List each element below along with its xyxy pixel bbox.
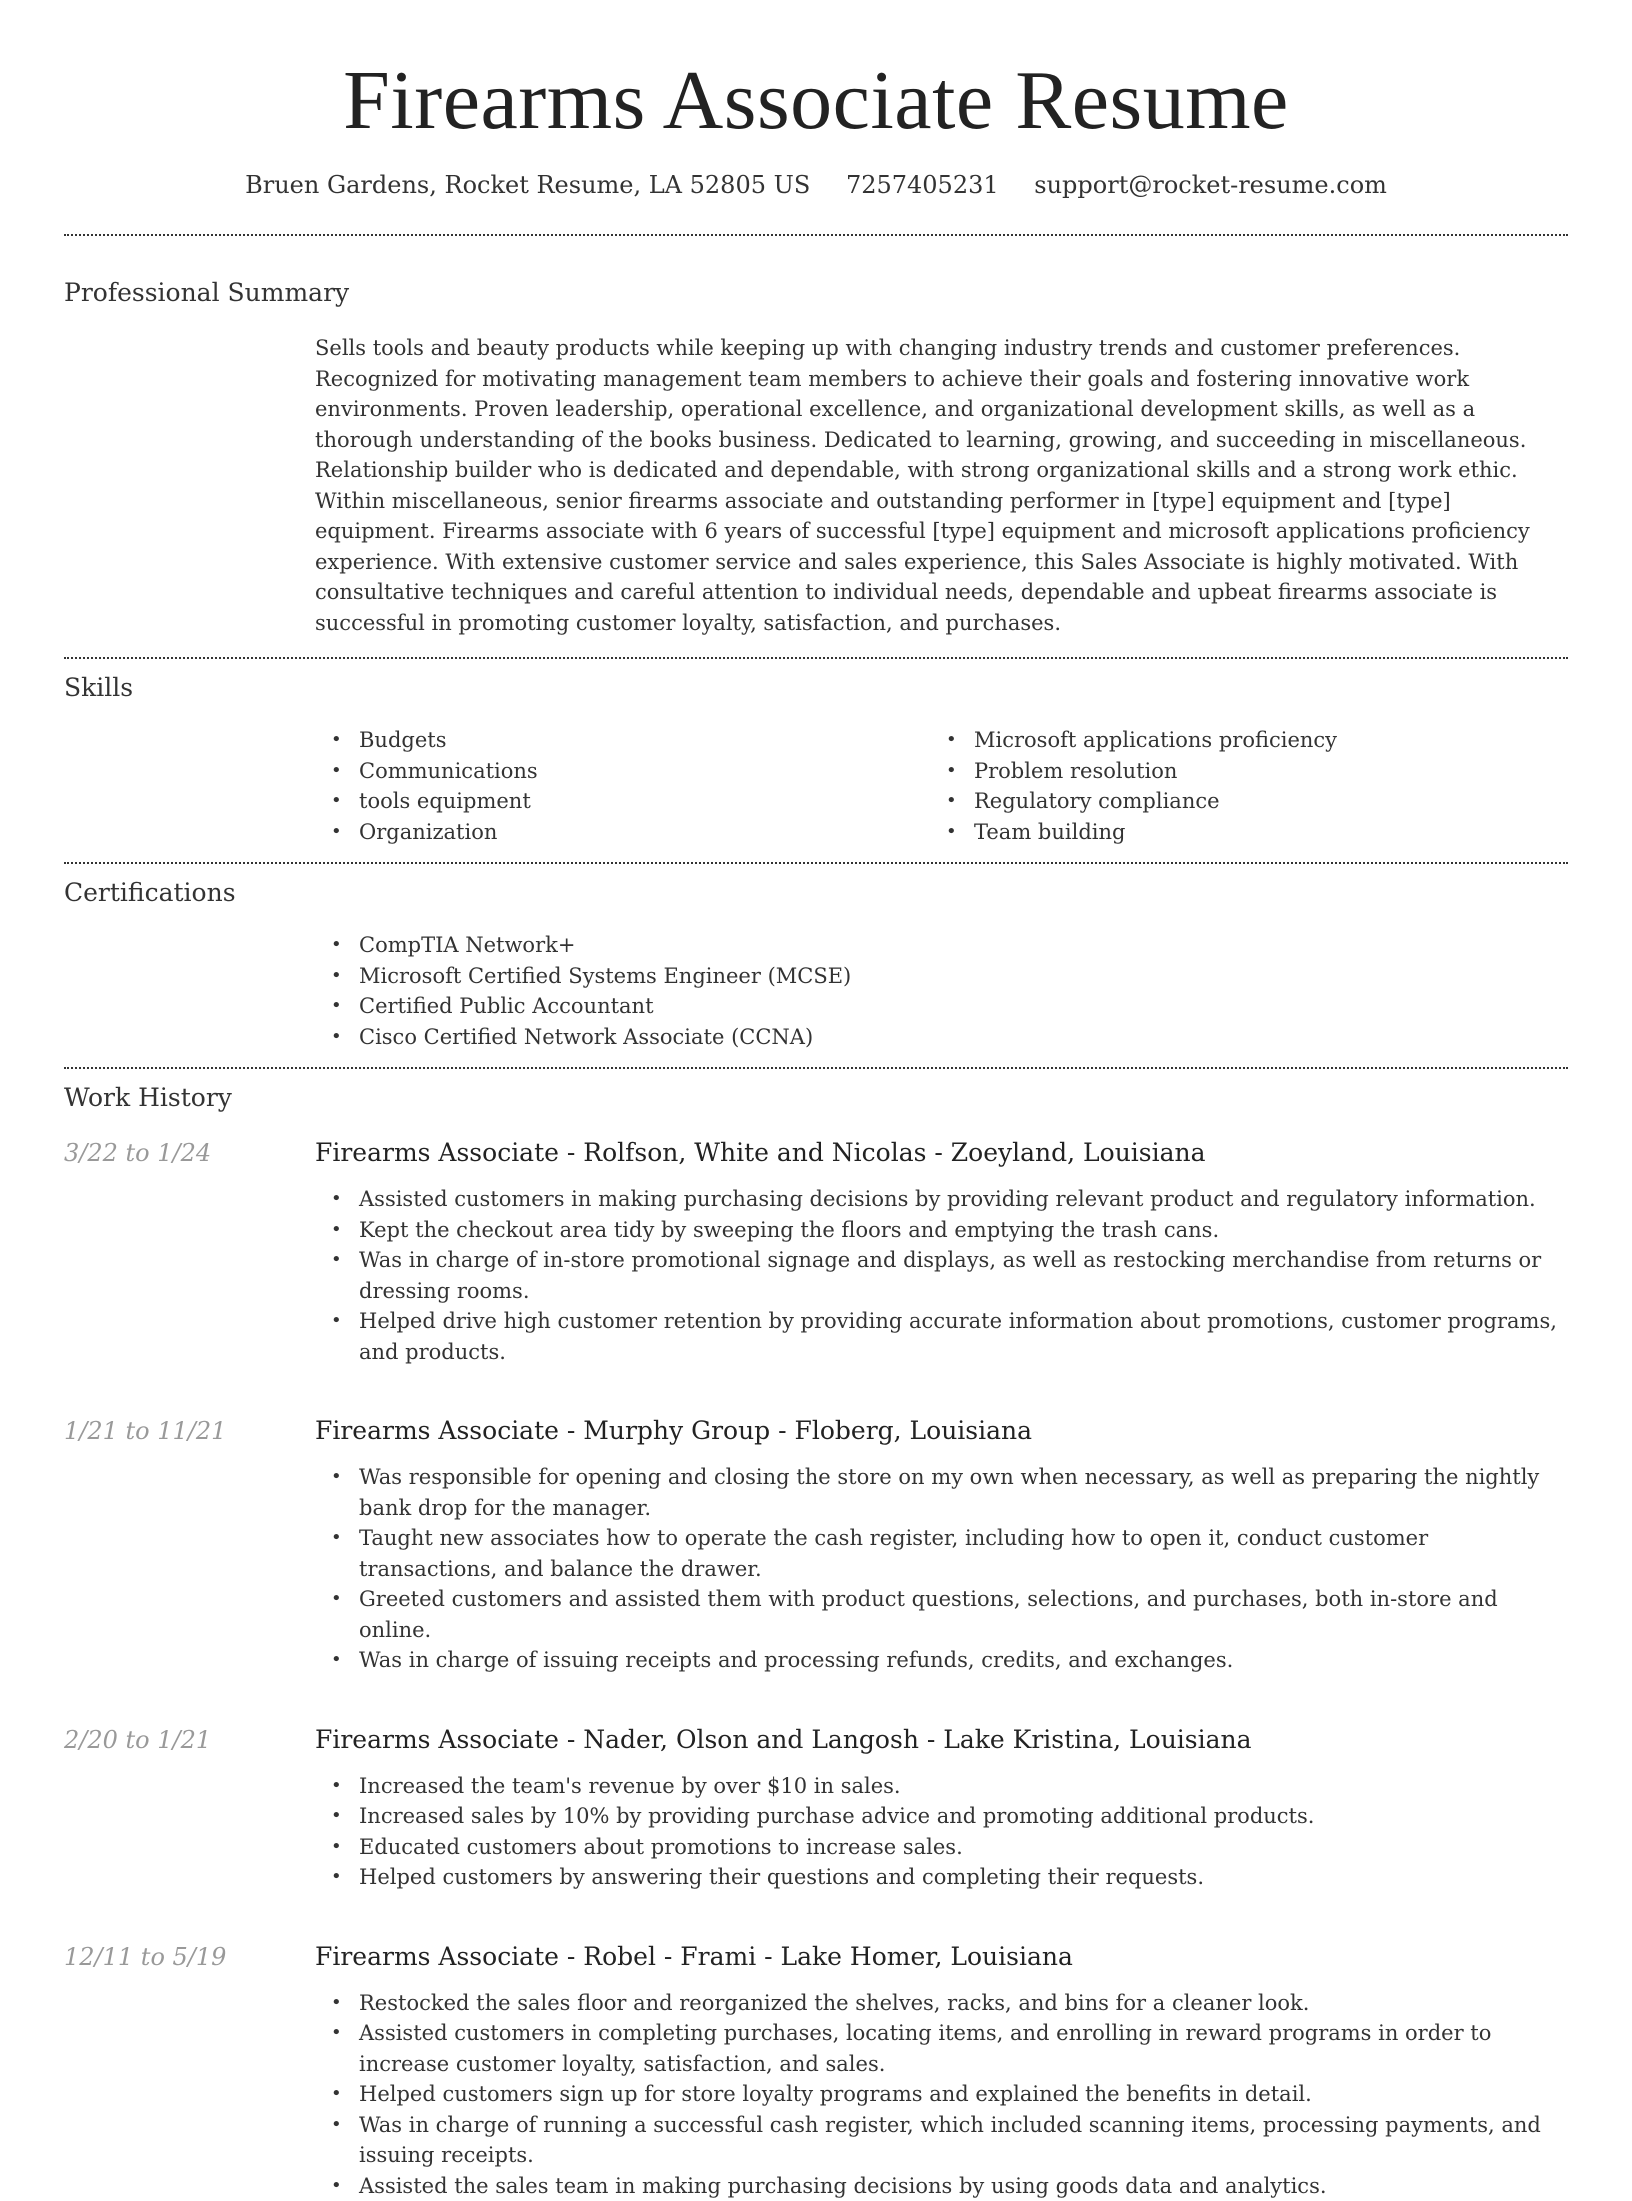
job-details	[315, 1724, 1568, 1919]
certification-item: • CompTIA Network+	[315, 930, 1568, 961]
divider	[64, 862, 1568, 864]
skill-item: • Team building	[930, 817, 1545, 848]
divider	[64, 234, 1568, 236]
skills-left-list	[315, 725, 930, 847]
job-title: Firearms Associate - Robel - Frami - Lake Homer, Louisiana	[315, 1941, 1568, 1973]
skill-item: • tools equipment	[315, 786, 930, 817]
contact-address: Bruen Gardens, Rocket Resume, LA 52805 US	[245, 171, 810, 199]
job-bullet: • Kept the checkout area tidy by sweeping the floors and emptying the trash cans.	[315, 1215, 1568, 1246]
job-entry	[64, 1415, 1568, 1702]
section-heading: Work History	[64, 1081, 1568, 1115]
job-dates: 1/21 to 11/21	[64, 1415, 315, 1702]
job-bullet: • Taught new associates how to operate the cash register, including how to open it, conduct customer transactions, and balance the drawer.	[315, 1523, 1568, 1584]
spacer	[315, 1676, 1568, 1702]
job-entry	[64, 1137, 1568, 1393]
section-heading: Certifications	[64, 876, 1568, 910]
job-bullet: • Increased sales by 10% by providing purchase advice and promoting additional products.	[315, 1801, 1568, 1832]
job-details	[315, 1137, 1568, 1393]
job-entry	[64, 1941, 1568, 2201]
resume-title: Firearms Associate Resume	[64, 48, 1568, 154]
skills-section	[64, 671, 1568, 847]
job-bullet: • Educated customers about promotions to increase sales.	[315, 1832, 1568, 1863]
job-dates: 2/20 to 1/21	[64, 1724, 315, 1919]
certifications-list	[315, 930, 1568, 1052]
job-bullet: • Increased the team's revenue by over $10 in sales.	[315, 1771, 1568, 1802]
job-details	[315, 1941, 1568, 2201]
job-bullet: • Was responsible for opening and closing the store on my own when necessary, as well as preparing the nightly bank drop for the manager.	[315, 1462, 1568, 1523]
spacer	[315, 1893, 1568, 1919]
job-bullet: • Assisted the sales team in making purchasing decisions by using goods data and analytics.	[315, 2171, 1568, 2201]
job-dates: 12/11 to 5/19	[64, 1941, 315, 2201]
skills-right-list	[930, 725, 1545, 847]
skill-item: • Communications	[315, 756, 930, 787]
skill-item: • Organization	[315, 817, 930, 848]
skill-item: • Microsoft applications proficiency	[930, 725, 1545, 756]
certification-item: • Microsoft Certified Systems Engineer (MCSE)	[315, 961, 1568, 992]
job-title: Firearms Associate - Rolfson, White and Nicolas - Zoeyland, Louisiana	[315, 1137, 1568, 1169]
section-heading: Skills	[64, 671, 1568, 705]
job-bullets	[315, 1988, 1568, 2201]
job-entry	[64, 1724, 1568, 1919]
contact-phone: 7257405231	[846, 171, 999, 199]
job-bullets	[315, 1462, 1568, 1676]
skill-item: • Budgets	[315, 725, 930, 756]
skill-item: • Problem resolution	[930, 756, 1545, 787]
resume-page	[64, 0, 1568, 2112]
job-bullet: • Was in charge of in-store promotional signage and displays, as well as restocking merchandise from returns or dressing rooms.	[315, 1245, 1568, 1306]
job-bullets	[315, 1771, 1568, 1893]
job-bullet: • Assisted customers in completing purchases, locating items, and enrolling in reward programs in order to increase customer loyalty, satisfaction, and sales.	[315, 2018, 1568, 2079]
summary-section	[64, 276, 1568, 638]
job-title: Firearms Associate - Murphy Group - Floberg, Louisiana	[315, 1415, 1568, 1447]
job-bullet: • Helped customers by answering their questions and completing their requests.	[315, 1862, 1568, 1893]
job-bullet: • Assisted customers in making purchasing decisions by providing relevant product and regulatory information.	[315, 1184, 1568, 1215]
job-title: Firearms Associate - Nader, Olson and Langosh - Lake Kristina, Louisiana	[315, 1724, 1568, 1756]
job-bullet: • Restocked the sales floor and reorganized the shelves, racks, and bins for a cleaner look.	[315, 1988, 1568, 2019]
job-bullet: • Was in charge of issuing receipts and processing refunds, credits, and exchanges.	[315, 1645, 1568, 1676]
spacer	[315, 1367, 1568, 1393]
contact-email: support@rocket-resume.com	[1034, 171, 1387, 199]
certification-item: • Cisco Certified Network Associate (CCNA)	[315, 1022, 1568, 1053]
divider	[64, 1067, 1568, 1069]
job-bullet: • Greeted customers and assisted them with product questions, selections, and purchases, both in-store and online.	[315, 1584, 1568, 1645]
divider	[64, 657, 1568, 659]
contact-line	[64, 168, 1568, 202]
job-bullet: • Was in charge of running a successful cash register, which included scanning items, processing payments, and issuing receipts.	[315, 2110, 1568, 2171]
certification-item: • Certified Public Accountant	[315, 991, 1568, 1022]
section-heading: Professional Summary	[64, 276, 1568, 310]
job-dates: 3/22 to 1/24	[64, 1137, 315, 1393]
job-bullet: • Helped drive high customer retention by providing accurate information about promotions, customer programs, and products.	[315, 1306, 1568, 1367]
summary-text: Sells tools and beauty products while keeping up with changing industry trends and customer preferences. Recognized for motivating management team members to achieve their goals and fostering innovative work environments. Proven leadership, operational excellence, and organizational development skills, as well as a thorough understanding of the books business. Dedicated to learning, growing, and succeeding in miscellaneous. Relationship builder who is dedicated and dependable, with strong organizational skills and a strong work ethic. Within miscellaneous, senior firearms associate and outstanding performer in [type] equipment and [type] equipment. Firearms associate with 6 years of successful [type] equipment and microsoft applications proficiency experience. With extensive customer service and sales experience, this Sales Associate is highly motivated. With consultative techniques and careful attention to individual needs, dependable and upbeat firearms associate is successful in promoting customer loyalty, satisfaction, and purchases.	[315, 333, 1568, 638]
skills-grid	[315, 725, 1568, 847]
job-details	[315, 1415, 1568, 1702]
work-history-section	[64, 1081, 1568, 2201]
job-bullets	[315, 1184, 1568, 1367]
certifications-section	[64, 876, 1568, 1052]
job-bullet: • Helped customers sign up for store loyalty programs and explained the benefits in detail.	[315, 2079, 1568, 2110]
skill-item: • Regulatory compliance	[930, 786, 1545, 817]
